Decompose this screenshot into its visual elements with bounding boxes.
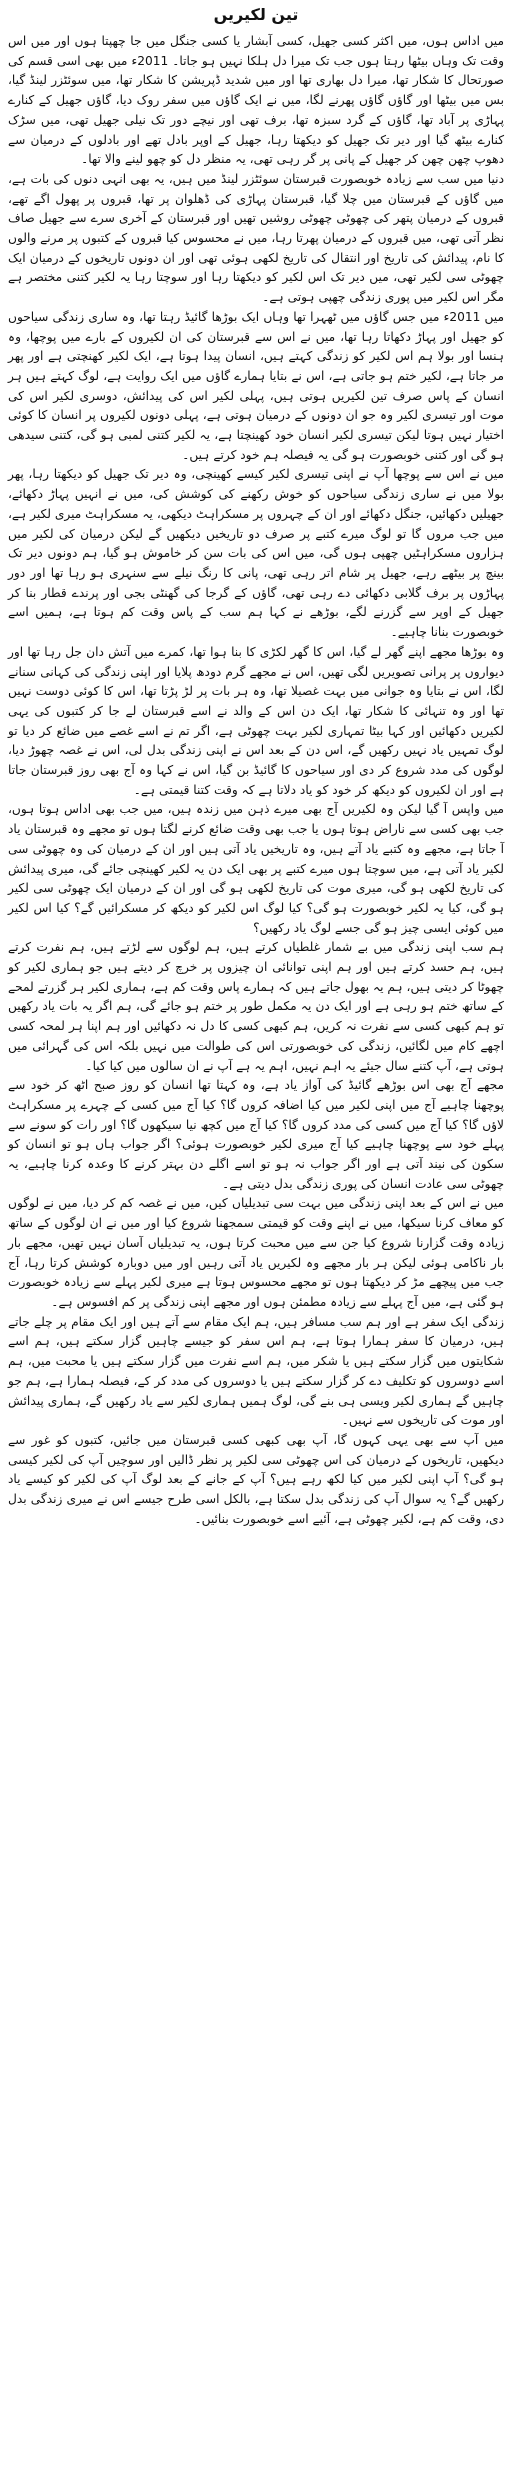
article-paragraph: مجھے آج بھی اس بوڑھے گائیڈ کی آواز یاد ہے، وہ کہتا تھا انسان کو روز صبح اٹھ کر خود سے پوچھنا چاہیے آج میں اپنی لکیر میں کیا اضافہ کروں گا؟ کیا آج میں کسی کے چہرے پر مسکراہٹ لاؤں گا؟ کیا آج میں کسی کی مدد کروں گا؟ کیا آج میں کچھ نیا سیکھوں گا؟ اور رات کو سونے سے پہلے خود سے پوچھنا چاہیے کیا آج میری لکیر خوبصورت ہوئی؟ اگر جواب ہاں ہو تو انسان کو سکون کی نیند آتی ہے اور اگر جواب نہ ہو تو اسے اگلے دن بہتر کرنے کا وعدہ کرنا چاہیے، یہ چھوٹی سی عادت انسان کی پوری زندگی بدل دیتی ہے۔	[8, 1078, 504, 1191]
article-title: تین لکیریں	[213, 5, 299, 24]
article-paragraph: میں 2011ء میں جس گاؤں میں ٹھہرا تھا وہاں ایک بوڑھا گائیڈ رہتا تھا، وہ ساری زندگی سیاحوں کو جھیل اور پہاڑ دکھاتا رہا تھا، میں نے اس سے قبرستان کی ان لکیروں کے بارے میں پوچھا، وہ ہنسا اور بولا ہم اس لکیر کو زندگی کہتے ہیں، انسان پیدا ہوتا ہے، ایک لکیر کھنچتی ہے اور پھر مر جاتا ہے، لکیر ختم ہو جاتی ہے، اس نے بتایا ہمارے گاؤں میں ایک روایت ہے، لوگ کہتے ہیں ہر انسان کے پاس صرف تین لکیریں ہوتی ہیں، پہلی لکیر اس کی پیدائش، دوسری لکیر اس کی موت اور تیسری لکیر وہ جو ان دونوں کے درمیان ہوتی ہے، پہلی دونوں لکیروں پر انسان کا کوئی اختیار نہیں ہوتا لیکن تیسری لکیر انسان خود کھینچتا ہے، یہ لکیر کتنی لمبی ہو گی، کتنی سیدھی ہو گی اور کتنی خوبصورت ہو گی یہ فیصلہ ہم خود کرتے ہیں۔	[8, 309, 504, 462]
article-paragraph: میں نے اس کے بعد اپنی زندگی میں بہت سی تبدیلیاں کیں، میں نے غصہ کم کر دیا، میں نے لوگوں کو معاف کرنا سیکھا، میں نے اپنے وقت کو قیمتی سمجھنا شروع کیا اور میں نے ان لوگوں کے ساتھ زیادہ وقت گزارنا شروع کیا جن سے میں محبت کرتا ہوں، یہ تبدیلیاں آسان نہیں تھیں، مجھے بار بار ناکامی ہوئی لیکن ہر بار مجھے وہ لکیریں یاد آتی رہیں اور میں دوبارہ کوشش کرتا رہا، آج جب میں پیچھے مڑ کر دیکھتا ہوں تو مجھے محسوس ہوتا ہے میری لکیر پہلے سے زیادہ خوبصورت ہو گئی ہے، میں آج پہلے سے زیادہ مطمئن ہوں اور مجھے اپنی زندگی پر کم افسوس ہے۔	[8, 1196, 504, 1309]
article-column	[8, 4, 504, 1529]
article-paragraph: زندگی ایک سفر ہے اور ہم سب مسافر ہیں، ہم ایک مقام سے آتے ہیں اور ایک مقام پر چلے جاتے ہیں، درمیان کا سفر ہمارا ہوتا ہے، ہم اس سفر کو جیسے چاہیں گزار سکتے ہیں، ہم اسے شکایتوں میں گزار سکتے ہیں یا شکر میں، ہم اسے نفرت میں گزار سکتے ہیں یا محبت میں، ہم اسے دوسروں کو تکلیف دے کر گزار سکتے ہیں یا دوسروں کی مدد کر کے، فیصلہ ہمارا ہے، ہم جو چاہیں گے ہماری لکیر ویسی ہی بنے گی، لوگ ہمیں ہماری لکیر سے یاد رکھیں گے، ہماری پیدائش اور موت کی تاریخوں سے نہیں۔	[8, 1314, 504, 1428]
article-paragraph: میں آپ سے بھی یہی کہوں گا، آپ بھی کبھی کسی قبرستان میں جائیں، کتبوں کو غور سے دیکھیں، تاریخوں کے درمیان کی اس چھوٹی سی لکیر پر نظر ڈالیں اور سوچیں آپ کی لکیر کیسی ہو گی؟ آپ اپنی لکیر میں کیا لکھ رہے ہیں؟ آپ کے جانے کے بعد لوگ آپ کی لکیر کو کیسے یاد رکھیں گے؟ یہ سوال آپ کی زندگی بدل سکتا ہے، بالکل اسی طرح جیسے اس نے میری زندگی بدل دی، وقت کم ہے، لکیر چھوٹی ہے، آئیے اسے خوبصورت بنائیں۔	[8, 1432, 504, 1526]
article-paragraph: وہ بوڑھا مجھے اپنے گھر لے گیا، اس کا گھر لکڑی کا بنا ہوا تھا، کمرے میں آتش دان جل رہا تھا اور دیواروں پر پرانی تصویریں لگی تھیں، اس نے مجھے گرم دودھ پلایا اور اپنی زندگی کی کہانی سنانے لگا، اس نے بتایا وہ جوانی میں بہت غصیلا تھا، وہ ہر بات پر لڑ پڑتا تھا، اس کا کوئی دوست نہیں تھا اور وہ تنہائی کا شکار تھا، ایک دن اس کے والد نے اسے قبرستان لے جا کر کتبوں کی یہی لکیریں دکھائیں اور کہا بیٹا تمہاری لکیر بہت چھوٹی ہے، اگر تم نے اسے غصے میں ضائع کر دیا تو لوگ تمہیں یاد نہیں رکھیں گے، اس دن کے بعد اس نے اپنی زندگی بدل لی، اس نے غصہ چھوڑ دیا، لوگوں کی مدد شروع کر دی اور سیاحوں کا گائیڈ بن گیا، اس نے کہا وہ آج بھی روز قبرستان جاتا ہے اور ان لکیروں کو دیکھ کر خود کو یاد دلاتا ہے کہ وقت کتنا قیمتی ہے۔	[8, 644, 504, 797]
article-paragraph: میں اداس ہوں، میں اکثر کسی جھیل، کسی آبشار یا کسی جنگل میں جا چھپتا ہوں اور میں اس وقت تک وہاں بیٹھا رہتا ہوں جب تک میرا دل ہلکا نہیں ہو جاتا۔ 2011ء میں بھی اسی قسم کی صورتحال کا شکار تھا، میرا دل بھاری تھا اور میں شدید ڈپریشن کا شکار تھا، میں سوئٹزر لینڈ گیا، بس میں بیٹھا اور گاؤں گاؤں پھرنے لگا، میں نے ایک گاؤں میں سفر روک دیا، گاؤں جھیل کے کنارے پہاڑی پر آباد تھا، گاؤں کے گرد سبزہ تھا، برف تھی اور نیچے دور تک نیلی جھیل تھی، میں سڑک کنارے بیٹھ گیا اور دیر تک جھیل کو دیکھتا رہا، جھیل کے اوپر بادل تھے اور بادلوں کے درمیان سے دھوپ چھن چھن کر جھیل کے پانی پر گر رہی تھی، یہ منظر دل کو چھو لینے والا تھا۔	[8, 34, 504, 167]
article-paragraph: دنیا میں سب سے زیادہ خوبصورت قبرستان سوئٹزر لینڈ میں ہیں، یہ بھی انہی دنوں کی بات ہے، میں گاؤں کے قبرستان میں چلا گیا، قبرستان پہاڑی کی ڈھلوان پر تھا، قبروں پر پھول اگے تھے، قبروں کے درمیان پتھر کی چھوٹی چھوٹی روشیں تھیں اور قبرستان کے آخری سرے سے جھیل صاف نظر آتی تھی، میں قبروں کے درمیان پھرتا رہا، میں نے محسوس کیا قبروں کے کتبوں پر مرنے والوں کا نام، پیدائش کی تاریخ اور انتقال کی تاریخ لکھی ہوئی تھی اور ان دونوں تاریخوں کے درمیان ایک چھوٹی سی لکیر تھی، میں دیر تک اس لکیر کو دیکھتا رہا اور سوچتا رہا یہ لکیر کتنی مختصر ہے مگر اس لکیر میں پوری زندگی چھپی ہوتی ہے۔	[8, 171, 504, 305]
article-paragraph: میں نے اس سے پوچھا آپ نے اپنی تیسری لکیر کیسے کھینچی، وہ دیر تک جھیل کو دیکھتا رہا، پھر بولا میں نے ساری زندگی سیاحوں کو خوش رکھنے کی کوشش کی، میں نے انہیں پہاڑ دکھائے، جھیلیں دکھائیں، جنگل دکھائے اور ان کے چہروں پر مسکراہٹ دیکھی، یہ مسکراہٹ میری لکیر ہے، میں جب مروں گا تو لوگ میرے کتبے پر صرف دو تاریخیں دیکھیں گے لیکن درمیان کی لکیر میں ہزاروں مسکراہٹیں چھپی ہوں گی، میں اس کی بات سن کر خاموش ہو گیا، ہم دونوں دیر تک بینچ پر بیٹھے رہے، جھیل پر شام اتر رہی تھی، پانی کا رنگ نیلے سے سنہری ہو رہا تھا اور دور پہاڑوں پر برف گلابی دکھائی دے رہی تھی، گاؤں کے گرجا کی گھنٹی بجی اور پرندے قطار بنا کر جھیل کے اوپر سے گزرنے لگے، بوڑھے نے کہا ہم سب کے پاس وقت کم ہوتا ہے، ہمیں اسے خوبصورت بنانا چاہیے۔	[8, 467, 504, 640]
article-paragraph: میں واپس آ گیا لیکن وہ لکیریں آج بھی میرے ذہن میں زندہ ہیں، میں جب بھی اداس ہوتا ہوں، جب بھی کسی سے ناراض ہوتا ہوں یا جب بھی وقت ضائع کرنے لگتا ہوں تو مجھے وہ قبرستان یاد آ جاتا ہے، مجھے وہ کتبے یاد آتے ہیں، وہ تاریخیں یاد آتی ہیں اور ان کے درمیان کی وہ چھوٹی سی لکیر یاد آتی ہے، میں سوچتا ہوں میرے کتبے پر بھی ایک دن یہ لکیر کھینچی جائے گی، میری پیدائش کی تاریخ لکھی ہو گی، میری موت کی تاریخ لکھی ہو گی اور ان کے درمیان ایک چھوٹی سی لکیر ہو گی، کیا یہ لکیر خوبصورت ہو گی؟ کیا لوگ اس لکیر کو دیکھ کر مسکرائیں گے؟ کیا اس لکیر میں کوئی ایسی چیز ہو گی جسے لوگ یاد رکھیں؟	[8, 802, 504, 935]
article-paragraph: ہم سب اپنی زندگی میں بے شمار غلطیاں کرتے ہیں، ہم لوگوں سے لڑتے ہیں، ہم نفرت کرتے ہیں، ہم حسد کرتے ہیں اور ہم اپنی توانائی ان چیزوں پر خرچ کر دیتے ہیں جو ہماری لکیر کو چھوٹا کر دیتی ہیں، ہم یہ بھول جاتے ہیں کہ ہمارے پاس وقت کم ہے، ہماری لکیر ہر گزرتے لمحے کے ساتھ ختم ہو رہی ہے اور ایک دن یہ مکمل طور پر ختم ہو جائے گی، ہم اگر یہ بات یاد رکھیں تو ہم کبھی کسی سے نفرت نہ کریں، ہم کبھی کسی کا دل نہ دکھائیں اور ہم اپنا ہر لمحہ کسی اچھے کام میں لگائیں، زندگی کی خوبصورتی اس کی طوالت میں نہیں بلکہ اس کی گہرائی میں ہوتی ہے، آپ کتنے سال جیئے یہ اہم نہیں، اہم یہ ہے آپ نے ان سالوں میں کیا کیا۔	[8, 940, 504, 1073]
